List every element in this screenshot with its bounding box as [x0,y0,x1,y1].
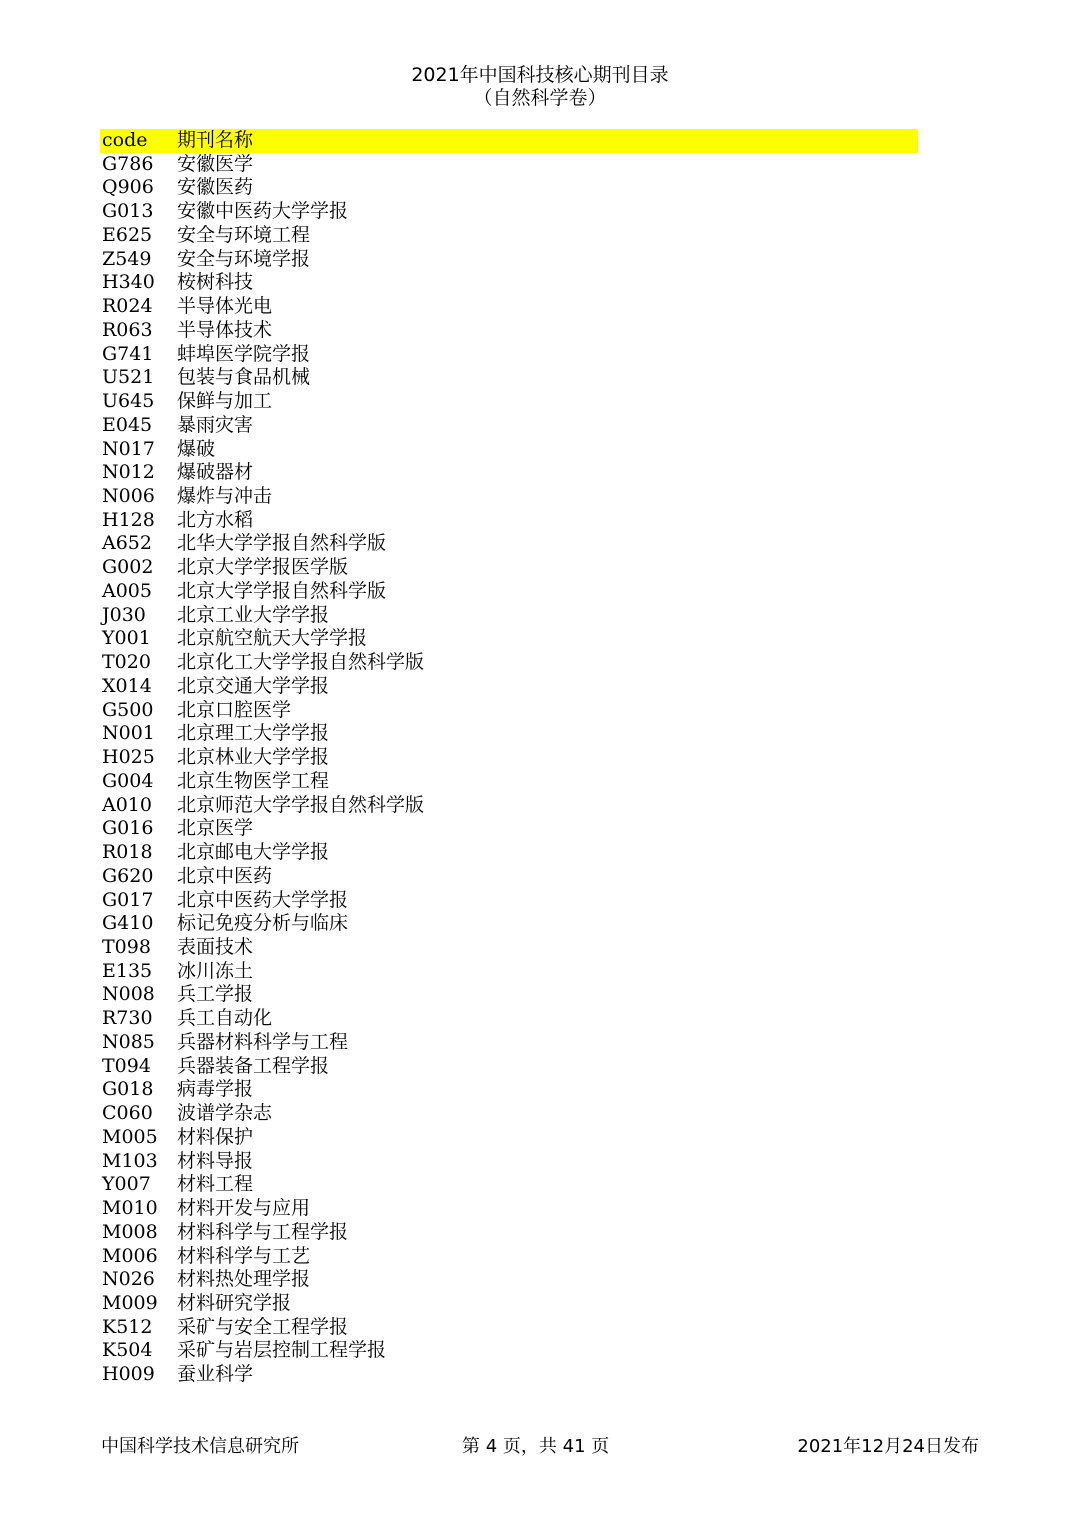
journal-code: N012 [102,461,155,484]
journal-code: K504 [102,1339,153,1362]
table-row [100,1197,918,1221]
document-header [0,64,1080,110]
journal-code: T094 [102,1054,151,1077]
journal-name: 爆炸与冲击 [177,485,273,508]
journal-code: G620 [102,864,154,887]
table-row [100,200,918,224]
journal-name: 北京口腔医学 [177,698,292,721]
journal-code: Q906 [102,176,154,199]
journal-code: Z549 [102,247,152,270]
table-row [100,817,918,841]
table-row [100,1268,918,1292]
journal-name: 北京理工大学学报 [177,722,330,745]
table-row [100,1078,918,1102]
journal-name: 采矿与安全工程学报 [177,1315,349,1338]
journal-code: N008 [102,983,155,1006]
journal-name: 兵器材料科学与工程 [177,1030,349,1053]
journal-name: 冰川冻土 [177,959,254,982]
table-row [100,414,918,438]
journal-name: 材料研究学报 [177,1291,292,1314]
table-row [100,983,918,1007]
journal-code: G013 [102,200,154,223]
table-row [100,532,918,556]
table-row [100,1007,918,1031]
table-row [100,1316,918,1340]
journal-code: N017 [102,437,155,460]
footer-release-date: 2021年12月24日发布 [797,1436,979,1457]
journal-name: 包装与食品机械 [177,366,311,389]
journal-code: N085 [102,1030,155,1053]
table-row [100,770,918,794]
table-row [100,1245,918,1269]
journal-code: U521 [102,366,155,389]
journal-code: A652 [102,532,152,555]
journal-table [100,129,918,1387]
table-row [100,319,918,343]
journal-code: M103 [102,1149,158,1172]
journal-name: 爆破器材 [177,461,254,484]
table-row [100,794,918,818]
journal-code: G017 [102,888,154,911]
journal-name: 北京交通大学学报 [177,674,330,697]
journal-name: 安全与环境工程 [177,223,311,246]
journal-code: Y001 [102,627,151,650]
journal-code: G500 [102,698,154,721]
table-row [100,889,918,913]
table-row [100,366,918,390]
journal-name: 北京中医药大学学报 [177,888,349,911]
table-row [100,627,918,651]
table-row [100,722,918,746]
table-row [100,865,918,889]
journal-name: 北京师范大学学报自然科学版 [177,793,425,816]
journal-code: R063 [102,318,153,341]
journal-code: H025 [102,746,155,769]
table-row [100,1126,918,1150]
journal-code: H340 [102,271,155,294]
journal-code: G018 [102,1078,154,1101]
table-row [100,1221,918,1245]
journal-name: 北华大学学报自然科学版 [177,532,387,555]
journal-code: R730 [102,1007,153,1030]
journal-name: 兵工自动化 [177,1007,273,1030]
journal-code: G004 [102,769,154,792]
journal-code: A005 [102,579,152,602]
header-code: code [102,129,148,151]
journal-name: 波谱学杂志 [177,1102,273,1125]
journal-code: J030 [102,603,146,626]
table-row [100,1292,918,1316]
table-row [100,1031,918,1055]
journal-name: 北方水稻 [177,508,254,531]
journal-name: 材料导报 [177,1149,254,1172]
journal-code: T020 [102,651,151,674]
journal-name: 保鲜与加工 [177,390,273,413]
journal-code: E045 [102,413,153,436]
table-row [100,1363,918,1387]
table-row [100,699,918,723]
table-row [100,604,918,628]
journal-name: 表面技术 [177,935,254,958]
table-row [100,675,918,699]
journal-code: G410 [102,912,154,935]
table-row [100,390,918,414]
journal-code: G786 [102,152,154,175]
table-row [100,1102,918,1126]
journal-code: N001 [102,722,155,745]
journal-code: M006 [102,1244,158,1267]
journal-code: R024 [102,295,153,318]
table-row [100,1173,918,1197]
journal-code: C060 [102,1102,153,1125]
journal-name: 安徽医学 [177,152,254,175]
table-row [100,271,918,295]
journal-code: N006 [102,485,155,508]
journal-name: 北京大学学报医学版 [177,556,349,579]
journal-name: 材料保护 [177,1125,254,1148]
journal-name: 北京中医药 [177,864,273,887]
page-footer [0,1434,1080,1460]
journal-name: 安徽医药 [177,176,254,199]
journal-name: 暴雨灾害 [177,413,254,436]
journal-code: A010 [102,793,152,816]
journal-code: M009 [102,1291,158,1314]
journal-name: 北京生物医学工程 [177,769,330,792]
table-body [100,153,918,1387]
document-title: 2021年中国科技核心期刊目录 [411,64,669,86]
journal-name: 北京林业大学学报 [177,746,330,769]
journal-code: E625 [102,223,153,246]
table-row [100,153,918,177]
header-name: 期刊名称 [177,129,254,151]
journal-code: X014 [102,674,152,697]
table-row [100,1150,918,1174]
journal-name: 采矿与岩层控制工程学报 [177,1339,387,1362]
journal-name: 北京大学学报自然科学版 [177,579,387,602]
journal-name: 安徽中医药大学学报 [177,200,349,223]
table-row [100,936,918,960]
journal-name: 北京邮电大学学报 [177,841,330,864]
table-row [100,461,918,485]
journal-code: H009 [102,1363,155,1386]
table-row [100,176,918,200]
table-row [100,248,918,272]
journal-code: U645 [102,390,155,413]
journal-name: 病毒学报 [177,1078,254,1101]
table-row [100,746,918,770]
journal-code: G002 [102,556,154,579]
table-row [100,960,918,984]
table-row [100,912,918,936]
table-row [100,1055,918,1079]
journal-name: 材料科学与工程学报 [177,1220,349,1243]
footer-page-info: 第 4 页，共 41 页 [462,1436,610,1457]
journal-name: 兵工学报 [177,983,254,1006]
journal-code: Y007 [102,1173,151,1196]
journal-name: 北京航空航天大学学报 [177,627,368,650]
journal-code: K512 [102,1315,153,1338]
journal-code: M010 [102,1197,158,1220]
journal-name: 半导体技术 [177,318,273,341]
journal-code: G016 [102,817,154,840]
journal-name: 爆破 [177,437,216,460]
journal-name: 标记免疫分析与临床 [177,912,349,935]
journal-name: 桉树科技 [177,271,254,294]
table-row [100,1339,918,1363]
journal-code: R018 [102,841,153,864]
table-row [100,438,918,462]
journal-code: T098 [102,935,151,958]
journal-code: M008 [102,1220,158,1243]
journal-name: 材料热处理学报 [177,1268,311,1291]
table-row [100,295,918,319]
table-row [100,580,918,604]
journal-code: E135 [102,959,153,982]
table-row [100,841,918,865]
journal-name: 蚌埠医学院学报 [177,342,311,365]
journal-name: 北京工业大学学报 [177,603,330,626]
journal-code: M005 [102,1125,158,1148]
journal-code: N026 [102,1268,155,1291]
journal-name: 材料工程 [177,1173,254,1196]
journal-name: 北京医学 [177,817,254,840]
journal-name: 兵器装备工程学报 [177,1054,330,1077]
table-row [100,509,918,533]
table-row [100,343,918,367]
table-row [100,224,918,248]
table-row [100,651,918,675]
journal-name: 半导体光电 [177,295,273,318]
document-subtitle: （自然科学卷） [473,87,607,109]
journal-name: 材料开发与应用 [177,1197,311,1220]
table-row [100,556,918,580]
table-row [100,485,918,509]
journal-code: H128 [102,508,155,531]
journal-name: 安全与环境学报 [177,247,311,270]
journal-name: 材料科学与工艺 [177,1244,311,1267]
journal-name: 蚕业科学 [177,1363,254,1386]
journal-code: G741 [102,342,154,365]
table-header-row [100,129,918,153]
journal-name: 北京化工大学学报自然科学版 [177,651,425,674]
footer-publisher: 中国科学技术信息研究所 [101,1436,299,1457]
